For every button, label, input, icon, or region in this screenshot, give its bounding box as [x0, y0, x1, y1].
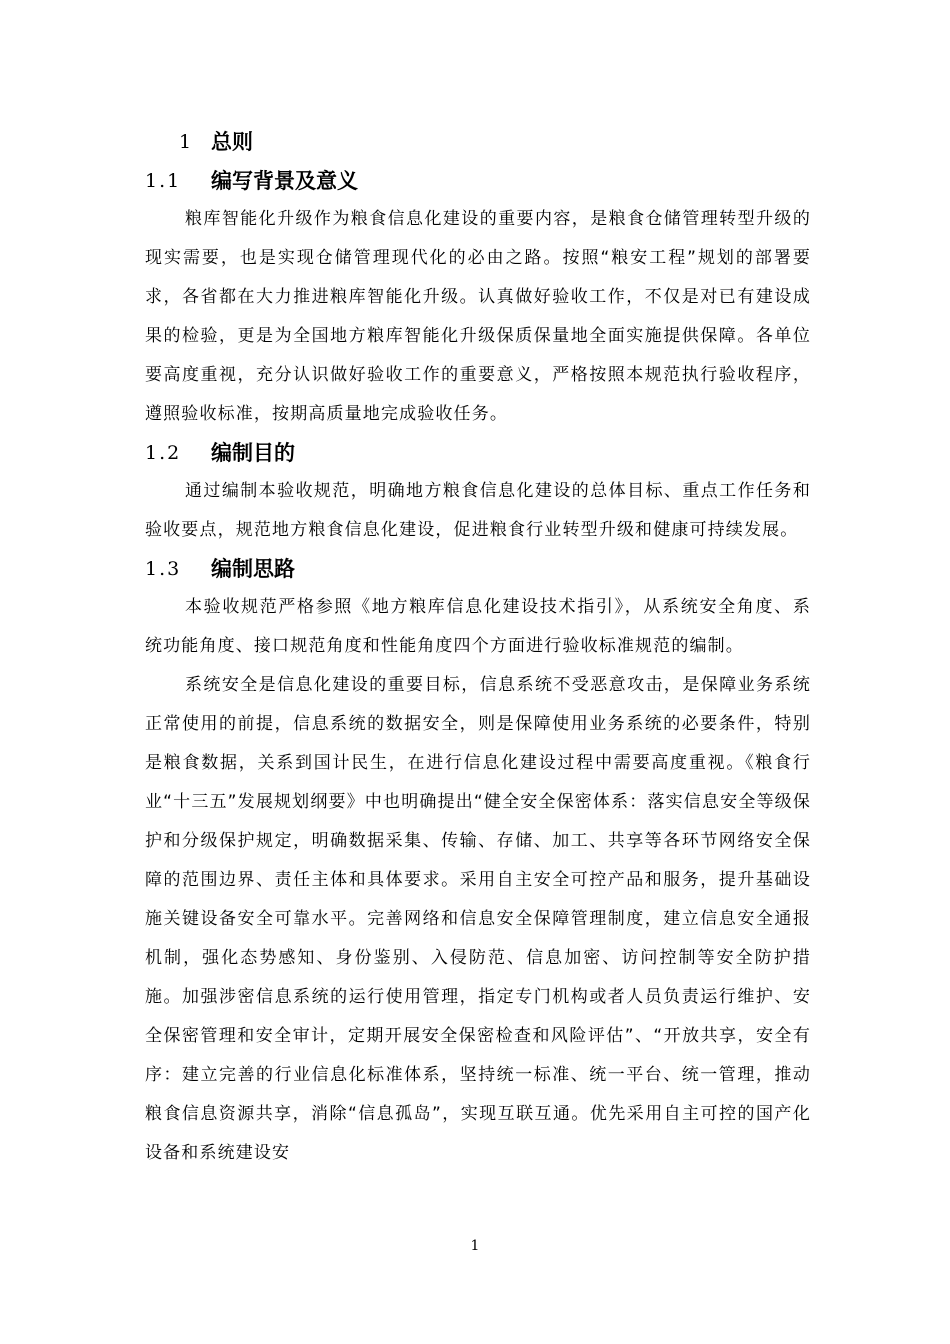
- section-heading-1-2: [145, 434, 811, 472]
- paragraph: 通过编制本验收规范，明确地方粮食信息化建设的总体目标、重点工作任务和验收要点，规范地方粮食信息化建设，促进粮食行业转型升级和健康可持续发展。: [145, 481, 811, 540]
- section-title: 编写背景及意义: [211, 169, 358, 193]
- section-number: 1.3: [145, 558, 182, 580]
- page-content: [145, 122, 811, 1173]
- chapter-title: 总则: [211, 130, 253, 154]
- section-heading-1-3: [145, 550, 811, 588]
- section-title: 编制思路: [211, 557, 295, 581]
- section-number: 1.1: [145, 170, 182, 192]
- chapter-number: 1: [179, 131, 194, 153]
- section-number: 1.2: [145, 442, 182, 464]
- paragraph: 系统安全是信息化建设的重要目标，信息系统不受恶意攻击，是保障业务系统正常使用的前提，信息系统的数据安全，则是保障使用业务系统的必要条件，特别是粮食数据，关系到国计民生，在进行信息化建设过程中需要高度重视。《粮食行业“十三五”发展规划纲要》中也明确提出“健全安全保密体系：落实信息安全等级保护和分级保护规定，明确数据采集、传输、存储、加工、共享等各环节网络安全保障的范围边界、责任主体和具体要求。采用自主安全可控产品和服务，提升基础设施关键设备安全可靠水平。完善网络和信息安全保障管理制度，建立信息安全通报机制，强化态势感知、身份鉴别、入侵防范、信息加密、访问控制等安全防护措施。加强涉密信息系统的运行使用管理，指定专门机构或者人员负责运行维护、安全保密管理和安全审计，定期开展安全保密检查和风险评估”、“开放共享，安全有序：建立完善的行业信息化标准体系，坚持统一标准、统一平台、统一管理，推动粮食信息资源共享，消除“信息孤岛”，实现互联互通。优先采用自主可控的国产化设备和系统建设安: [145, 675, 811, 1163]
- chapter-heading: [145, 122, 811, 162]
- section-heading-1-1: [145, 162, 811, 200]
- section-title: 编制目的: [211, 441, 295, 465]
- page-number: 1: [470, 1238, 480, 1254]
- paragraph: 粮库智能化升级作为粮食信息化建设的重要内容，是粮食仓储管理转型升级的现实需要，也是实现仓储管理现代化的必由之路。按照“粮安工程”规划的部署要求，各省都在大力推进粮库智能化升级。认真做好验收工作，不仅是对已有建设成果的检验，更是为全国地方粮库智能化升级保质保量地全面实施提供保障。各单位要高度重视，充分认识做好验收工作的重要意义，严格按照本规范执行验收程序，遵照验收标准，按期高质量地完成验收任务。: [145, 209, 811, 424]
- paragraph: 本验收规范严格参照《地方粮库信息化建设技术指引》，从系统安全角度、系统功能角度、接口规范角度和性能角度四个方面进行验收标准规范的编制。: [145, 597, 811, 656]
